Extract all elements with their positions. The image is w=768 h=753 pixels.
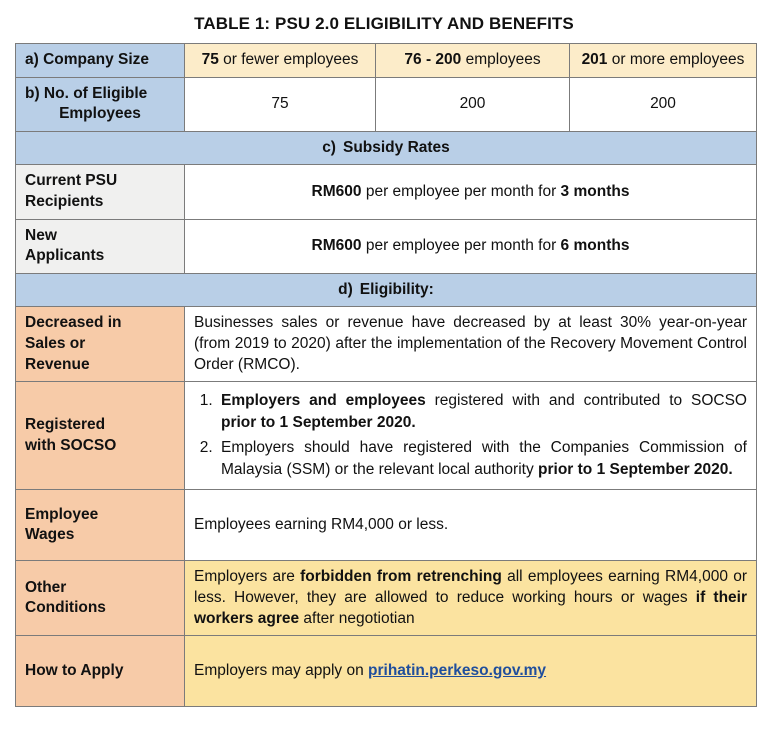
new-applicants-middle: per employee per month for [361,236,561,254]
row-label-eligible-employees-line1: b) No. of Eligible [25,84,148,102]
row-label-current-psu [16,165,185,219]
table-row-registered-socso [16,382,757,490]
banner-eligibility-text: Eligibility: [359,280,434,298]
list-item [217,390,747,434]
new-applicants-duration: 6 months [560,236,630,254]
table-row-how-to-apply [16,636,757,707]
company-size-small-strong: 75 [201,51,219,68]
row-label-new-applicants-line1: New [25,226,57,244]
company-size-small-rest: or fewer employees [218,51,359,68]
company-size-large-strong: 201 [581,51,608,68]
cell-how-to-apply-text [185,636,757,707]
row-label-current-psu-line1: Current PSU [25,172,118,190]
row-label-other-conditions [16,561,185,636]
cell-company-size-small [185,44,376,78]
row-label-how-to-apply: How to Apply [16,636,185,707]
other-conditions-bold2: if their workers agree [194,588,747,627]
row-label-current-psu-line2: Recipients [25,193,104,211]
socso-item-2-bold-tail: prior to 1 September 2020. [538,461,733,479]
other-conditions-part2: all employees earning RM4,000 or less. However, they are allowed to reduce working hours or wages [194,568,747,606]
table-row-subsidy-banner [16,131,757,165]
company-size-medium-rest: employees [461,51,541,68]
table-row-eligibility-banner [16,273,757,307]
row-label-decreased-sales-line1: Decreased in [25,314,122,332]
banner-subsidy-rates [16,131,757,165]
row-label-decreased-sales [16,307,185,382]
company-size-medium-strong: 76 - 200 [404,51,462,68]
row-label-eligible-employees-line2: Employees [59,105,141,123]
cell-decreased-sales-text: Businesses sales or revenue have decreased by at least 30% year-on-year (from 2019 to 2020) after the implementation of the Recovery Movement Control Order (RMCO). [185,307,757,382]
row-label-company-size: a) Company Size [16,44,185,78]
row-label-new-applicants [16,219,185,273]
current-psu-duration: 3 months [560,182,630,200]
banner-subsidy-text: Subsidy Rates [342,138,450,156]
cell-eligible-employees-small: 75 [185,77,376,131]
row-label-eligible-employees [16,77,185,131]
prihatin-portal-link[interactable]: prihatin.perkeso.gov.my [368,661,547,679]
table-row-company-size [16,44,757,78]
banner-eligibility-marker: d) [338,280,353,298]
row-label-decreased-sales-line3: Revenue [25,355,90,373]
table-row-decreased-sales [16,307,757,382]
company-size-large-rest: or more employees [607,51,745,68]
cell-registered-socso-list [185,382,757,490]
cell-eligible-employees-large: 200 [570,77,757,131]
table-row-current-psu [16,165,757,219]
banner-eligibility [16,273,757,307]
table-row-other-conditions [16,561,757,636]
row-label-registered-socso-line2: with SOCSO [25,436,117,454]
table-row-employee-wages [16,490,757,561]
other-conditions-bold1: forbidden from retrenching [300,568,502,586]
socso-item-1-bold-lead: Employers and employees [221,392,426,410]
cell-company-size-large [570,44,757,78]
row-label-employee-wages [16,490,185,561]
current-psu-middle: per employee per month for [361,182,561,200]
cell-new-applicants-rate [185,219,757,273]
cell-company-size-medium [376,44,570,78]
row-label-employee-wages-line1: Employee [25,505,99,523]
other-conditions-part3: after negotiotian [299,609,415,627]
cell-current-psu-rate [185,165,757,219]
banner-subsidy-marker: c) [322,138,336,156]
row-label-decreased-sales-line2: Sales or [25,335,86,353]
psu-eligibility-table [15,43,757,707]
row-label-other-conditions-line1: Other [25,578,67,596]
list-item [217,437,747,481]
table-row-new-applicants [16,219,757,273]
socso-requirements-list [194,390,747,481]
current-psu-amount: RM600 [311,182,362,200]
socso-item-1-bold-tail: prior to 1 September 2020. [221,414,416,432]
row-label-registered-socso-line1: Registered [25,416,106,434]
socso-item-1-mid: registered with and contributed to SOCSO [425,392,747,410]
socso-item-2-mid: Employers should have registered with the Companies Commission of Malaysia (SSM) or the relevant local authority [221,439,747,479]
cell-employee-wages-text: Employees earning RM4,000 or less. [185,490,757,561]
how-to-apply-prefix: Employers may apply on [194,661,369,679]
row-label-employee-wages-line2: Wages [25,526,75,544]
cell-eligible-employees-medium: 200 [376,77,570,131]
other-conditions-part1: Employers are [194,568,301,586]
new-applicants-amount: RM600 [311,236,362,254]
row-label-other-conditions-line2: Conditions [25,599,106,617]
cell-other-conditions-text [185,561,757,636]
page-title: TABLE 1: PSU 2.0 ELIGIBILITY AND BENEFITS [194,14,574,33]
table-row-eligible-employees [16,77,757,131]
row-label-new-applicants-line2: Applicants [25,247,105,265]
row-label-registered-socso [16,382,185,490]
